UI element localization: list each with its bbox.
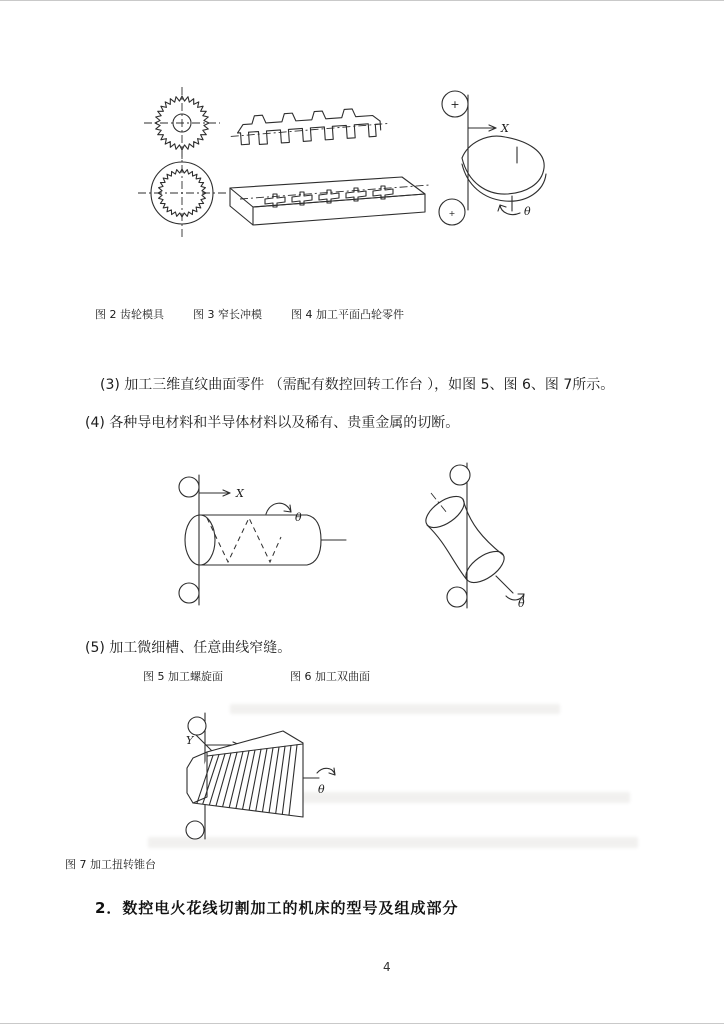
body-paragraph-5: (5) 加工微细槽、任意曲线窄缝。 [85, 640, 292, 656]
punch-strip-drawing [229, 106, 390, 146]
caption-fig4: 图 4 加工平面凸轮零件 [291, 308, 404, 321]
figure-top-gears-dies-cam [130, 85, 575, 243]
gear-drawing-external [144, 87, 220, 159]
x-axis-label: X [501, 122, 509, 135]
theta-label: θ [518, 597, 525, 610]
cam-wire-drawing [439, 91, 546, 225]
wire-guide-pulley-top [188, 717, 206, 735]
punch-plate-drawing [230, 177, 430, 225]
caption-fig7: 图 7 加工扭转锥台 [65, 858, 156, 871]
polarity-plus-label: + [448, 209, 456, 218]
x-axis-label: X [236, 487, 244, 500]
gear-drawing-internal [138, 149, 226, 237]
caption-fig2: 图 2 齿轮模具 [95, 308, 164, 321]
section-heading: 2．数控电火花线切割加工的机床的型号及组成部分 [95, 899, 459, 917]
body-paragraph-3: (3) 加工三维直纹曲面零件 （需配有数控回转工作台 ），如图 5、图 6、图 7所示。 [100, 377, 615, 393]
theta-label: θ [318, 783, 325, 796]
helix-cylinder-drawing [179, 475, 346, 605]
wire-guide-pulley-top [179, 477, 199, 497]
wire-guide-pulley-bottom [447, 587, 467, 607]
page-top-edge [0, 0, 724, 1]
y-axis-label: Y [186, 734, 194, 747]
caption-fig5: 图 5 加工螺旋面 [143, 670, 223, 683]
hyperboloid-drawing [421, 463, 525, 610]
polarity-plus-label: + [450, 98, 460, 111]
twisted-cone-drawing [186, 713, 335, 839]
theta-label: θ [524, 205, 531, 218]
caption-fig3: 图 3 窄长冲模 [193, 308, 262, 321]
body-paragraph-4: (4) 各种导电材料和半导体材料以及稀有、贵重金属的切断。 [85, 415, 460, 431]
wire-guide-pulley-bottom [179, 583, 199, 603]
wire-guide-pulley-bottom [186, 821, 204, 839]
figure-twisted-cone [160, 700, 390, 860]
theta-label: θ [295, 511, 302, 524]
wire-guide-pulley-top [450, 465, 470, 485]
caption-fig6: 图 6 加工双曲面 [290, 670, 370, 683]
page-number: 4 [383, 960, 391, 974]
figure-mid-helix-hyperboloid [150, 455, 570, 630]
